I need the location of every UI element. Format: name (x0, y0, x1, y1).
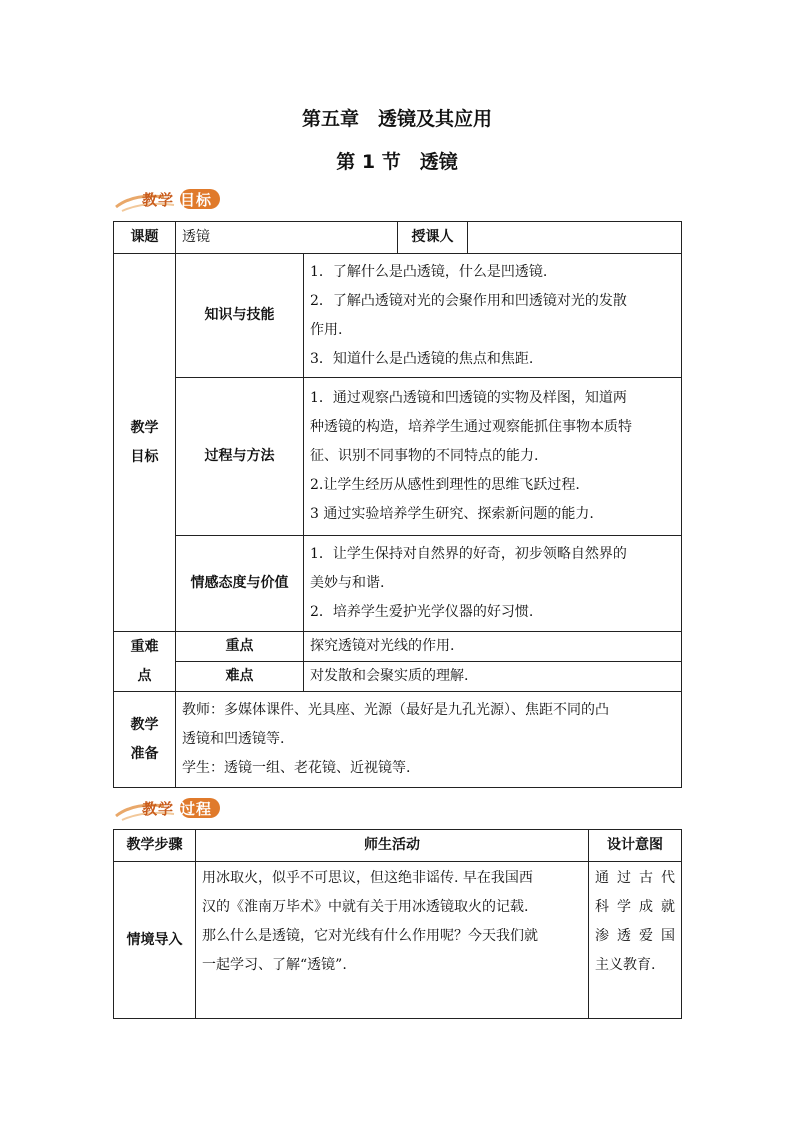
objectives-label: 教学 目标 (114, 254, 176, 632)
step-cell: 情境导入 (114, 862, 196, 1019)
topic-label: 课题 (114, 222, 176, 254)
goals-table (113, 221, 682, 788)
section-title: 第 1 节 透镜 (336, 151, 458, 173)
header-activity: 师生活动 (196, 830, 589, 862)
badge-process-part2: 过程 (180, 800, 213, 818)
goals-badge (114, 187, 234, 211)
difficulty-label: 重难 点 (114, 632, 176, 692)
topic-value: 透镜 (176, 222, 398, 254)
key-label: 重点 (176, 632, 304, 662)
activity-cell: 用冰取火，似乎不可思议，但这绝非谣传. 早在我国西 汉的《淮南万毕术》中就有关于用冰透镜取火的记载. 那么什么是透镜，它对光线有什么作用呢？今天我们就 一起学习、了解“透镜”. (196, 862, 589, 1019)
badge-process-part1: 教学 (142, 800, 175, 818)
process-badge (114, 796, 234, 820)
header-step: 教学步骤 (114, 830, 196, 862)
header-intent: 设计意图 (589, 830, 682, 862)
teacher-label: 授课人 (398, 222, 468, 254)
prep-label: 教学 准备 (114, 692, 176, 788)
emotion-label: 情感态度与价值 (176, 536, 304, 632)
hard-label: 难点 (176, 662, 304, 692)
key-value: 探究透镜对光线的作用. (304, 632, 682, 662)
page-title: 第五章 透镜及其应用 (301, 108, 492, 130)
knowledge-label: 知识与技能 (176, 254, 304, 378)
badge-goals-part1: 教学 (142, 191, 175, 209)
process-label: 过程与方法 (176, 378, 304, 536)
hard-value: 对发散和会聚实质的理解. (304, 662, 682, 692)
process-table (113, 829, 682, 1019)
emotion-content: 1．让学生保持对自然界的好奇，初步领略自然界的 美妙与和谐. 2．培养学生爱护光学仪器的好习惯. (304, 536, 682, 632)
knowledge-content: 1．了解什么是凸透镜，什么是凹透镜. 2．了解凸透镜对光的会聚作用和凹透镜对光的发散 作用. 3．知道什么是凸透镜的焦点和焦距. (304, 254, 682, 378)
prep-content: 教师：多媒体课件、光具座、光源（最好是九孔光源）、焦距不同的凸 透镜和凹透镜等. 学生：透镜一组、老花镜、近视镜等. (176, 692, 682, 788)
table-row (114, 862, 682, 1019)
intent-cell: 通过古代 科学成就 渗透爱国 主义教育. (589, 862, 682, 1019)
teacher-value (468, 222, 682, 254)
process-content: 1．通过观察凸透镜和凹透镜的实物及样图，知道两 种透镜的构造，培养学生通过观察能抓住事物本质特 征、识别不同事物的不同特点的能力. 2.让学生经历从感性到理性的思维飞跃过程. 3 通过实验培养学生研究、探索新问题的能力. (304, 378, 682, 536)
badge-goals-part2: 目标 (180, 191, 213, 209)
